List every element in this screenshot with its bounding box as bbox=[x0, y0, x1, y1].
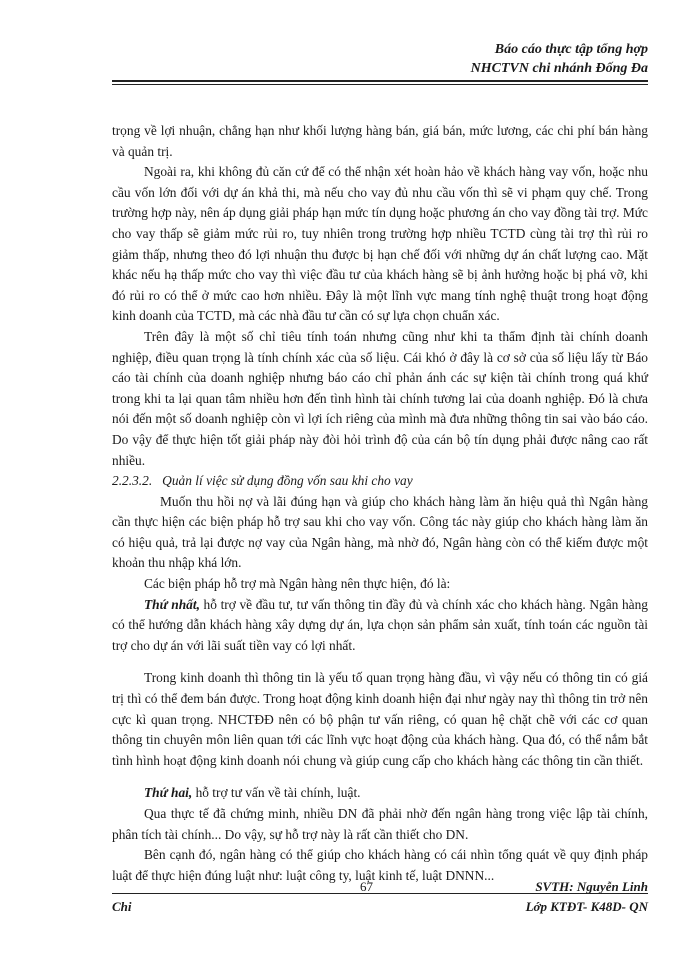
paragraph-2: Ngoài ra, khi không đủ căn cứ để có thể nhận xét hoàn hảo về khách hàng vay vốn, hoặc nhu cầu vốn lớn đối với dự án khả thi, mà nếu cho vay đủ nhu cầu vốn thì sẽ vi phạm quy chế. Trong trường hợp này, nên áp dụng giải pháp hạn mức tín dụng hoặc phương án cho vay đồng tài trợ. Mức cho vay thấp sẽ giảm mức rủi ro, tuy nhiên trong trường hợp nhiều TCTD cùng tài trợ thì rủi ro giảm thấp, nhưng theo đó lợi nhuận thu được bị hạn chế đối với những dự án chất lượng cao. Mặt khác nếu hạ thấp mức cho vay thì việc đầu tư của khách hàng sẽ bị ảnh hưởng hoặc bị phá vỡ, khi đó rủi ro có thể ở mức cao hơn nhiều. Đây là một lĩnh vực mang tính nghệ thuật trong hoạt động kinh doanh của TCTD, mà các nhà đầu tư cần có sự lựa chọn chuẩn xác. bbox=[112, 164, 648, 324]
section-number: 2.2.3.2. bbox=[112, 473, 153, 489]
paragraph-9: Qua thực tế đã chứng minh, nhiều DN đã phải nhờ đến ngân hàng trong việc lập tài chính, phân tích tài chính... Do vậy, sự hỗ trợ này là rất cần thiết cho DN. bbox=[112, 806, 648, 842]
document-body bbox=[112, 121, 648, 886]
footer-class: Lớp KTĐT- K48D- QN bbox=[525, 899, 648, 914]
page-header bbox=[112, 40, 648, 78]
paragraph-6-text: hỗ trợ về đầu tư, tư vấn thông tin đầy đủ và chính xác cho khách hàng. Ngân hàng có thể hướng dẫn khách hàng xây dựng dự án, lựa chọn sản phẩm sản xuất, tính toán các nguồn tài trợ cho dự án với lãi suất tiền vay có lợi nhất. bbox=[112, 596, 649, 653]
paragraph-4: Muốn thu hồi nợ và lãi đúng hạn và giúp cho khách hàng làm ăn hiệu quả thì Ngân hàng cần thực hiện các biện pháp hỗ trợ sau khi cho vay vốn. Công tác này giúp cho khách hàng làm ăn có hiệu quả, trả lại được nợ vay của Ngân hàng, mà nhờ đó, Ngân hàng còn có thể kiếm được một khoản thu nhập khá lớn. bbox=[112, 493, 648, 571]
paragraph-8-lead: Thứ hai, bbox=[144, 785, 193, 801]
footer-rule bbox=[112, 893, 648, 894]
paragraph-5: Các biện pháp hỗ trợ mà Ngân hàng nên thực hiện, đó là: bbox=[144, 576, 451, 592]
paragraph-10: Bên cạnh đó, ngân hàng có thể giúp cho khách hàng có cái nhìn tổng quát về quy định pháp luật để thực hiện đúng luật như: luật công ty, luật kinh tế, luật DNNN... bbox=[112, 847, 648, 883]
paragraph-8 bbox=[112, 783, 648, 804]
header-rule bbox=[112, 80, 648, 85]
paragraph-3: Trên đây là một số chỉ tiêu tính toán nhưng cũng như khi ta thẩm định tài chính doanh nghiệp, điều quan trọng là tính chính xác của số liệu. Cái khó ở đây là cơ sở của số liệu lấy từ Báo cáo tài chính của doanh nghiệp nhưng báo cáo chỉ phản ánh các sự kiện tài chính trong quá khứ trong khi ta lại quan tâm nhiều hơn đến tình hình tài chính tương lai của doanh nghiệp. Đó là chưa nói đến một số doanh nghiệp còn vì lợi ích riêng của mình mà đưa những thông tin sai vào báo cáo. Do vậy để thực hiện tốt giải pháp này đòi hỏi trình độ của cán bộ tín dụng phải được nâng cao rất nhiều. bbox=[112, 328, 648, 468]
paragraph-6 bbox=[112, 595, 648, 657]
paragraph-1: trọng về lợi nhuận, chẳng hạn như khối lượng hàng bán, giá bán, mức lương, các chi phí bán hàng và quản trị. bbox=[112, 123, 648, 159]
paragraph-6-lead: Thứ nhất, bbox=[144, 596, 200, 612]
page-number: 67 bbox=[360, 879, 373, 894]
footer-author-continued: Chi bbox=[112, 899, 132, 914]
header-report-title: Báo cáo thực tập tổng hợp bbox=[494, 42, 648, 57]
paragraph-8-text: hỗ trợ tư vấn về tài chính, luật. bbox=[192, 785, 361, 801]
section-title: Quản lí việc sử dụng đồng vốn sau khi cho vay bbox=[162, 473, 413, 489]
paragraph-7: Trong kinh doanh thì thông tin là yếu tố quan trọng hàng đầu, vì vậy nếu có thông tin có giá trị thì có thể đem bán được. Trong hoạt động kinh doanh hiện đại như ngày nay thì thông tin trở nên cực kì quan trọng. NHCTĐĐ nên có bộ phận tư vấn riêng, có quan hệ chặt chẽ với các cơ quan thông tin chuyên môn liên quan tới các lĩnh vực hoạt động của khách hàng. Qua đó, có thể nắm bắt tình hình hoạt động kinh doanh nói chung và giúp cung cấp cho khách hàng các thông tin cần thiết. bbox=[112, 670, 648, 768]
section-heading bbox=[112, 471, 648, 492]
header-bank-branch: NHCTVN chi nhánh Đống Đa bbox=[470, 61, 648, 76]
footer-author: SVTH: Nguyễn Linh bbox=[535, 879, 648, 894]
